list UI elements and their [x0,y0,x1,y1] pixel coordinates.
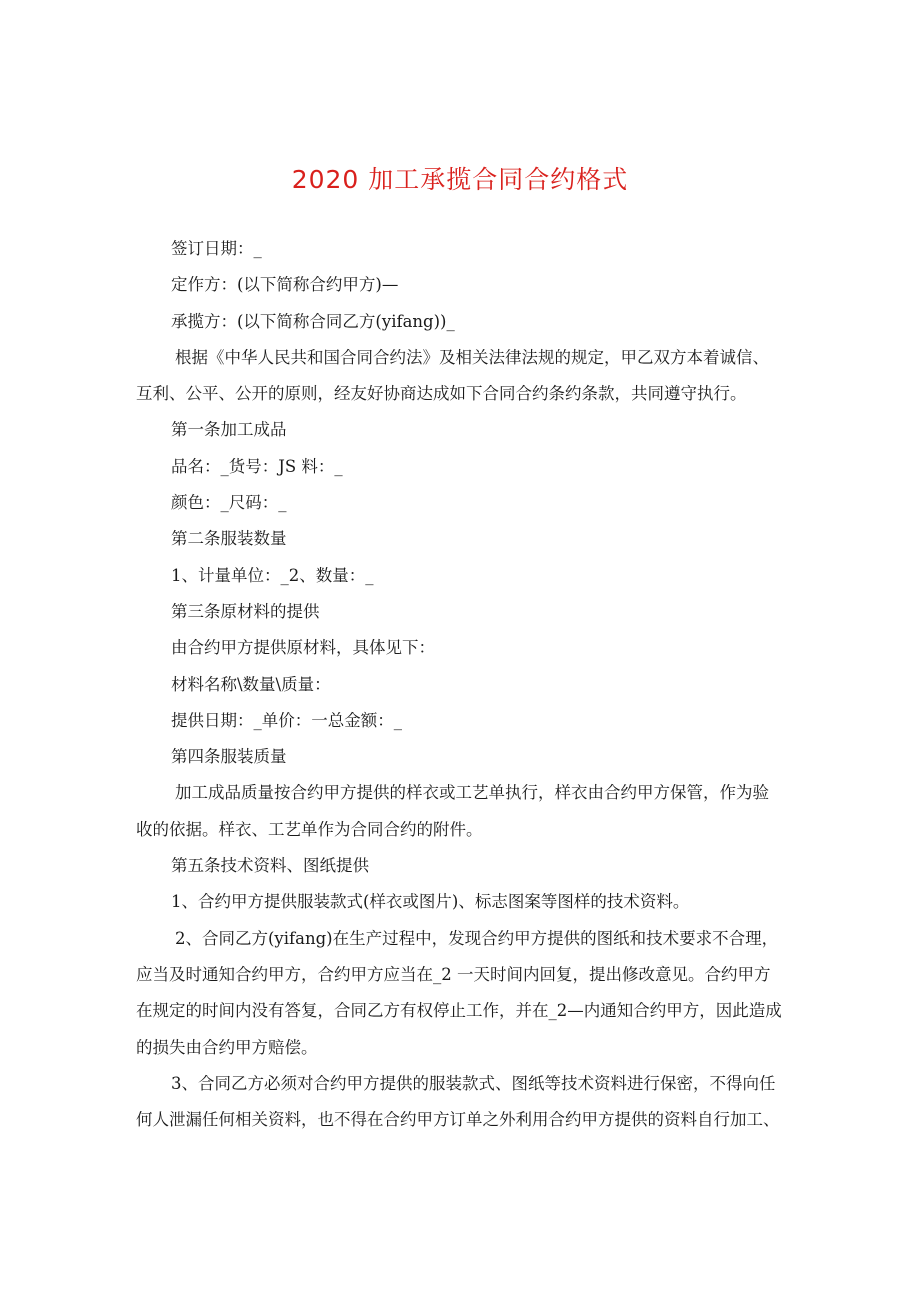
paragraph-line: 定作方：(以下简称合约甲方)— [171,275,399,295]
section-heading: 第五条技术资料、图纸提供 [171,856,369,876]
section-heading: 第三条原材料的提供 [171,601,320,621]
paragraph-line: 材料名称\数量\质量： [171,674,331,694]
paragraph-line: 签订日期：_ [171,239,262,258]
paragraph-line: 根据《中华人民共和国合同合约法》及相关法律法规的规定，甲乙双方本着诚信、 [175,347,769,367]
paragraph-line: 加工成品质量按合约甲方提供的样衣或工艺单执行，样衣由合约甲方保管，作为验 [175,783,769,803]
paragraph-line: 承揽方：(以下简称合同乙方(yifang))_ [171,311,455,331]
paragraph-line: 1、合约甲方提供服装款式(样衣或图片)、标志图案等图样的技术资料。 [171,892,690,912]
section-heading: 第一条加工成品 [171,420,287,440]
paragraph-line: 提供日期：_单价：一总金额：_ [171,710,402,730]
paragraph-line: 应当及时通知合约甲方，合约甲方应当在_2 一天时间内回复，提出修改意见。合约甲方 [136,964,771,984]
paragraph-line: 1、计量单位：_2、数量：_ [171,565,374,585]
paragraph-line: 何人泄漏任何相关资料，也不得在合约甲方订单之外利用合约甲方提供的资料自行加工、 [136,1110,780,1130]
paragraph-line: 的损失由合约甲方赔偿。 [136,1037,318,1057]
paragraph-line: 品名：_货号：JS 料：_ [171,456,343,476]
paragraph-line: 3、合同乙方必须对合约甲方提供的服装款式、图纸等技术资料进行保密，不得向任 [171,1073,776,1093]
paragraph-line: 在规定的时间内没有答复，合同乙方有权停止工作，并在_2—内通知合约甲方，因此造成 [136,1001,782,1021]
section-heading: 第四条服装质量 [171,747,287,767]
paragraph-line: 2、合同乙方(yifang)在生产过程中，发现合约甲方提供的图纸和技术要求不合理， [175,928,779,948]
paragraph-line: 收的依据。样衣、工艺单作为合同合约的附件。 [136,819,483,839]
paragraph-line: 颜色：_尺码：_ [171,493,287,513]
paragraph-line: 由合约甲方提供原材料，具体见下： [171,638,435,658]
document-body [133,231,803,1138]
section-heading: 第二条服装数量 [171,529,287,549]
document-title: 2020 加工承揽合同合约格式 [291,165,629,194]
paragraph-line: 互利、公平、公开的原则，经友好协商达成如下合同合约条约条款，共同遵守执行。 [136,384,747,404]
